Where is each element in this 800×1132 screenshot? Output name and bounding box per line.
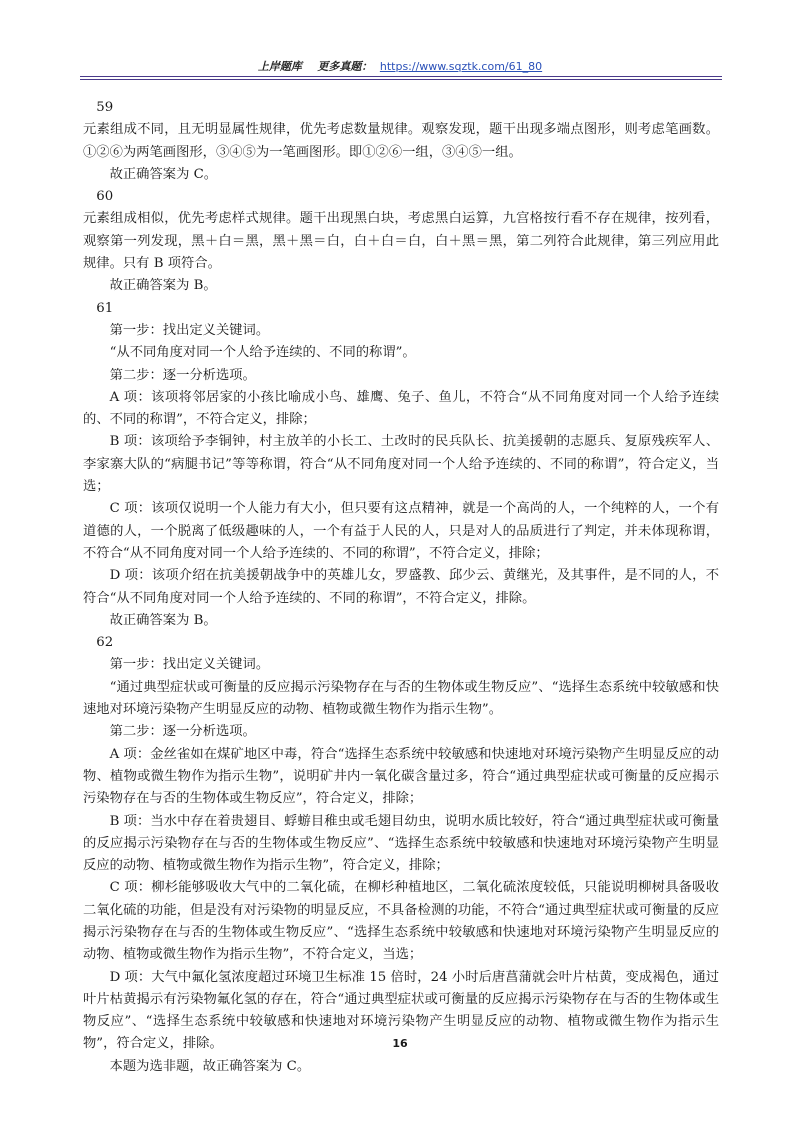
paragraph: 第一步：找出定义关键词。 — [109, 657, 270, 673]
paragraph: 故正确答案为 B。 — [109, 612, 217, 628]
header-divider-thin — [80, 79, 722, 80]
question-number: 60 — [96, 189, 114, 205]
question-number: 61 — [96, 300, 114, 316]
page-number: 16 — [392, 1037, 408, 1050]
paragraph: 本题为选非题，故正确答案为 C。 — [109, 1058, 311, 1074]
paragraph: B 项：当水中存在着贵翅目、蜉蝣目稚虫或毛翅目幼虫，说明水质比较好，符合“通过典型症状或可衡量的反应揭示污染物存在与否的生物体或生物反应”、“选择生态系统中较敏感和快速地对环境污染物产生明显反应的动物、植物或微生物作为指示生物”，符合定义，排除； — [83, 813, 719, 874]
paragraph: B 项：该项给予李铜钟，村主放羊的小长工、土改时的民兵队长、抗美援朝的志愿兵、复原残疾军人、李家寨大队的“病腿书记”等等称谓，符合“从不同角度对同一个人给予连续的、不同的称谓”，符合定义，当选； — [83, 434, 719, 495]
paragraph: C 项：该项仅说明一个人能力有大小，但只要有这点精神，就是一个高尚的人，一个纯粹的人，一个有道德的人，一个脱离了低级趣味的人，一个有益于人民的人，只是对人的品质进行了判定，并未体现称谓，不符合“从不同角度对同一个人给予连续的、不同的称谓”，不符合定义，排除； — [83, 501, 719, 561]
paragraph: 故正确答案为 C。 — [109, 166, 218, 182]
paragraph: 第一步：找出定义关键词。 — [109, 322, 270, 338]
paragraph: 元素组成相似，优先考虑样式规律。题干出现黑白块，考虑黑白运算，九宫格按行看不存在规律，按列看，观察第一列发现，黑＋白＝黑，黑＋黑＝白，白＋白＝白，白＋黑＝黑，第二列符合此规律，第三列应用此规律。只有 B 项符合。 — [83, 211, 719, 272]
paragraph: D 项：该项介绍在抗美援朝战争中的英雄儿女，罗盛教、邱少云、黄继光，及其事件，是不同的人，不符合“从不同角度对同一个人给予连续的、不同的称谓”，不符合定义，排除。 — [83, 568, 719, 606]
document-body — [83, 97, 719, 1078]
header-url-link[interactable]: https://www.sqztk.com/61_80 — [379, 60, 543, 73]
paragraph: A 项：金丝雀如在煤矿地区中毒，符合“选择生态系统中较敏感和快速地对环境污染物产生明显反应的动物、植物或微生物作为指示生物”，说明矿井内一氧化碳含量过多，符合“通过典型症状或可衡量的反应揭示污染物存在与否的生物体或生物反应”，符合定义，排除； — [83, 746, 719, 807]
header-label: 更多真题： — [317, 60, 373, 73]
paragraph: 元素组成不同，且无明显属性规律，优先考虑数量规律。观察发现，题干出现多端点图形，则考虑笔画数。①②⑥为两笔画图形，③④⑤为一笔画图形。即①②⑥一组，③④⑤一组。 — [83, 122, 719, 160]
paragraph: A 项：该项将邻居家的小孩比喻成小鸟、雄鹰、兔子、鱼儿，不符合“从不同角度对同一个人给予连续的、不同的称谓”，不符合定义，排除； — [83, 389, 719, 428]
paragraph: D 项：大气中氟化氢浓度超过环境卫生标准 15 倍时，24 小时后唐菖蒲就会叶片枯黄，变成褐色，通过叶片枯黄揭示有污染物氟化氢的存在，符合“通过典型症状或可衡量的反应揭示污染物存在与否的生物体或生物反应”、“选择生态系统中较敏感和快速地对环境污染物产生明显反应的动物、植物或微生物作为指示生物”，符合定义，排除。 — [83, 969, 719, 1052]
paragraph: 第二步：逐一分析选项。 — [109, 724, 256, 740]
header-brand: 上岸题库 — [257, 60, 302, 73]
header-divider — [80, 76, 722, 77]
question-number: 59 — [96, 100, 114, 115]
paragraph: C 项：柳杉能够吸收大气中的二氧化硫，在柳杉种植地区，二氧化硫浓度较低，只能说明柳树具备吸收二氧化硫的功能，但是没有对污染物的明显反应，不具备检测的功能，不符合“通过典型症状或可衡量的反应揭示污染物存在与否的生物体或生物反应”、“选择生态系统中较敏感和快速地对环境污染物产生明显反应的动物、植物或微生物作为指示生物”，不符合定义，当选； — [83, 880, 719, 963]
paragraph: 故正确答案为 B。 — [109, 278, 217, 294]
question-number: 62 — [96, 635, 114, 651]
paragraph: “通过典型症状或可衡量的反应揭示污染物存在与否的生物体或生物反应”、“选择生态系统中较敏感和快速地对环境污染物产生明显反应的动物、植物或微生物作为指示生物”。 — [83, 679, 719, 718]
paragraph: 第二步：逐一分析选项。 — [109, 367, 256, 383]
paragraph: “从不同角度对同一个人给予连续的、不同的称谓”。 — [109, 345, 416, 361]
